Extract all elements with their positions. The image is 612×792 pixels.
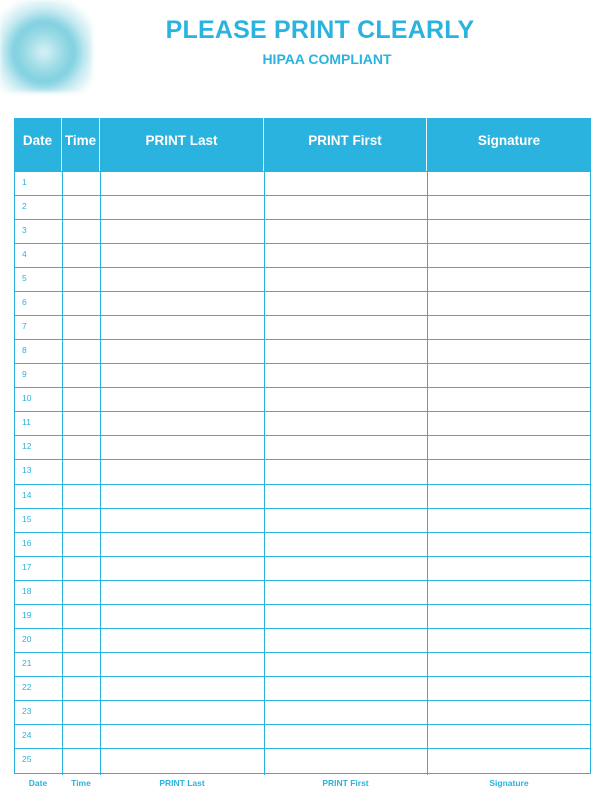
row-number: 18: [22, 585, 32, 596]
table-row: [15, 533, 590, 557]
row-number: 12: [22, 441, 32, 452]
row-number: 1: [22, 177, 27, 187]
footer-label-print-last: PRINT Last: [159, 778, 205, 788]
table-row: [15, 364, 590, 388]
row-number: 13: [22, 465, 32, 476]
table-row: [15, 509, 590, 533]
table-row: [15, 316, 590, 340]
row-number: 25: [22, 753, 32, 764]
row-number: 17: [22, 561, 32, 572]
column-header-date: Date: [14, 118, 62, 171]
row-number: 24: [22, 729, 32, 740]
sign-in-sheet-table: [14, 118, 591, 774]
table-row: [15, 244, 590, 268]
table-row: [15, 412, 590, 436]
row-number: 4: [22, 249, 27, 260]
row-number: 9: [22, 369, 27, 380]
column-header-time: Time: [62, 118, 100, 171]
table-row: [15, 196, 590, 220]
row-number: 2: [22, 201, 27, 212]
row-number: 3: [22, 225, 27, 236]
table-row: [15, 460, 590, 484]
table-row: [15, 292, 590, 316]
row-number: 19: [22, 609, 32, 620]
row-number: 8: [22, 345, 27, 356]
row-number: 22: [22, 681, 32, 692]
table-row: [15, 653, 590, 677]
column-header-print-last: PRINT Last: [100, 118, 264, 171]
table-row: [15, 436, 590, 460]
row-number: 7: [22, 321, 27, 332]
footer-label-time: Time: [71, 778, 91, 788]
table-row: [15, 749, 590, 773]
row-number: 16: [22, 537, 32, 548]
table-row: [15, 172, 590, 196]
table-row: [15, 725, 590, 749]
table-row: [15, 268, 590, 292]
table-row: [15, 629, 590, 653]
row-number: 10: [22, 393, 32, 404]
row-number: 14: [22, 489, 32, 500]
table-row: [15, 701, 590, 725]
page-title: PLEASE PRINT CLEARLY: [165, 16, 475, 44]
table-row: [15, 557, 590, 581]
row-number: 15: [22, 513, 32, 524]
table-body: [14, 171, 591, 774]
footer-label-date: Date: [28, 778, 48, 788]
table-header: [14, 118, 591, 171]
column-header-signature: Signature: [477, 133, 541, 148]
footer-label-print-first: PRINT First: [322, 778, 369, 788]
table-row: [15, 605, 590, 629]
page-subtitle: HIPAA COMPLIANT: [262, 51, 392, 67]
footer-label-signature: Signature: [489, 778, 529, 788]
row-number: 6: [22, 297, 27, 308]
row-number: 21: [22, 657, 32, 668]
table-row: [15, 220, 590, 244]
table-row: [15, 677, 590, 701]
row-number: 20: [22, 633, 32, 644]
table-row: [15, 485, 590, 509]
table-row: [15, 388, 590, 412]
row-number: 11: [22, 417, 31, 428]
table-row: [15, 340, 590, 364]
row-number: 23: [22, 705, 32, 716]
blurred-logo-icon: [0, 0, 92, 92]
row-number: 5: [22, 273, 27, 284]
table-row: [15, 581, 590, 605]
column-header-print-first: PRINT First: [264, 118, 427, 171]
